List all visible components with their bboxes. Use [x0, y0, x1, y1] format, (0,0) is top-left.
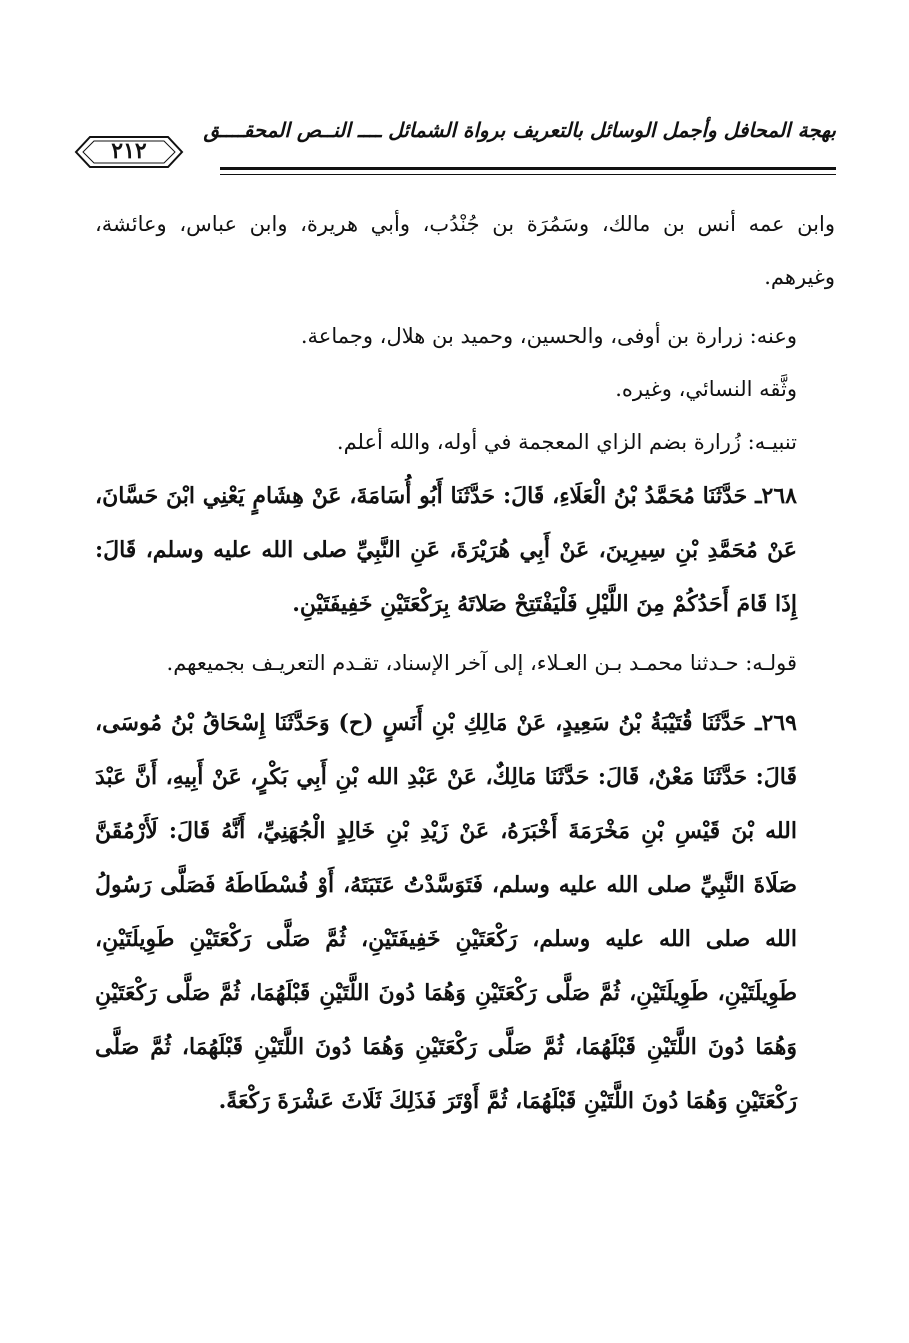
header-rule-thick [220, 167, 836, 170]
running-header [70, 112, 836, 182]
page-number: ٢١٢ [111, 138, 147, 164]
commentary-paragraph: قولـه: حـدثنا محمـد بـن العـلاء، إلى آخر الإسناد، تقـدم التعريـف بجميعهم. [166, 651, 797, 675]
narrator-paragraph: وابن عمه أنس بن مالك، وسَمُرَة بن جُنْدُب، وأبي هريرة، وابن عباس، وعائشة، وغيرهم. [95, 212, 835, 289]
page-number-badge [74, 134, 184, 170]
running-header-title: بهجة المحافل وأجمل الوسائل بالتعريف برواة الشمائل ــــ النــص المحقــــق [203, 118, 836, 142]
hadith-269: ٢٦٩ـ حَدَّثَنَا قُتَيْبَةُ بْنُ سَعِيدٍ، عَنْ مَالِكِ بْنِ أَنَسٍ (ح) وَحَدَّثَنَا إِسْحَاقُ بْنُ مُوسَى، قَالَ: حَدَّثَنَا مَعْنٌ، قَالَ: حَدَّثَنَا مَالِكٌ، عَنْ عَبْدِ الله بْنِ أَبِي بَكْرٍ، عَنْ أَبِيهِ، أَنَّ عَبْدَ الله بْنَ قَيْسِ بْنِ مَخْرَمَةَ أَخْبَرَهُ، عَنْ زَيْدِ بْنِ خَالِدٍ الْجُهَنِيِّ، أَنَّهُ قَالَ: لَأَرْمُقَنَّ صَلَاةَ النَّبِيِّ صلى الله عليه وسلم، فَتَوَسَّدْتُ عَتَبَتَهُ، أَوْ فُسْطَاطَهُ فَصَلَّى رَسُولُ الله صلى الله عليه وسلم، رَكْعَتَيْنِ خَفِيفَتَيْنِ، ثُمَّ صَلَّى رَكْعَتَيْنِ طَوِيلَتَيْنِ، طَوِيلَتَيْنِ، طَوِيلَتَيْنِ، ثُمَّ صَلَّى رَكْعَتَيْنِ وَهُمَا دُونَ اللَّتَيْنِ قَبْلَهُمَا، ثُمَّ صَلَّى رَكْعَتَيْنِ وَهُمَا دُونَ اللَّتَيْنِ قَبْلَهُمَا، ثُمَّ صَلَّى رَكْعَتَيْنِ وَهُمَا دُونَ اللَّتَيْنِ قَبْلَهُمَا، ثُمَّ صَلَّى رَكْعَتَيْنِ وَهُمَا دُونَ اللَّتَيْنِ قَبْلَهُمَا، ثُمَّ أَوْتَرَ فَذَلِكَ ثَلَاثَ عَشْرَةَ رَكْعَةً. [95, 710, 797, 1114]
hadith-268: ٢٦٨ـ حَدَّثَنَا مُحَمَّدُ بْنُ الْعَلَاءِ، قَالَ: حَدَّثَنَا أَبُو أُسَامَةَ، عَنْ هِشَامٍ يَعْنِي ابْنَ حَسَّانَ، عَنْ مُحَمَّدِ بْنِ سِيرِينَ، عَنْ أَبِي هُرَيْرَةَ، عَنِ النَّبِيِّ صلى الله عليه وسلم، قَالَ: إِذَا قَامَ أَحَدُكُمْ مِنَ اللَّيْلِ فَلْيَفْتَتِحْ صَلاتَهُ بِرَكْعَتَيْنِ خَفِيفَتَيْنِ. [95, 483, 797, 617]
page-body [95, 198, 835, 1128]
students-paragraph: وعنه: زرارة بن أوفى، والحسين، وحميد بن هلال، وجماعة. [300, 324, 797, 348]
note-paragraph: تنبيـه: زُرارة بضم الزاي المعجمة في أوله، والله أعلم. [336, 430, 797, 454]
header-rule-thin [220, 174, 836, 175]
reliability-paragraph: وثَّقه النسائي، وغيره. [615, 377, 797, 401]
